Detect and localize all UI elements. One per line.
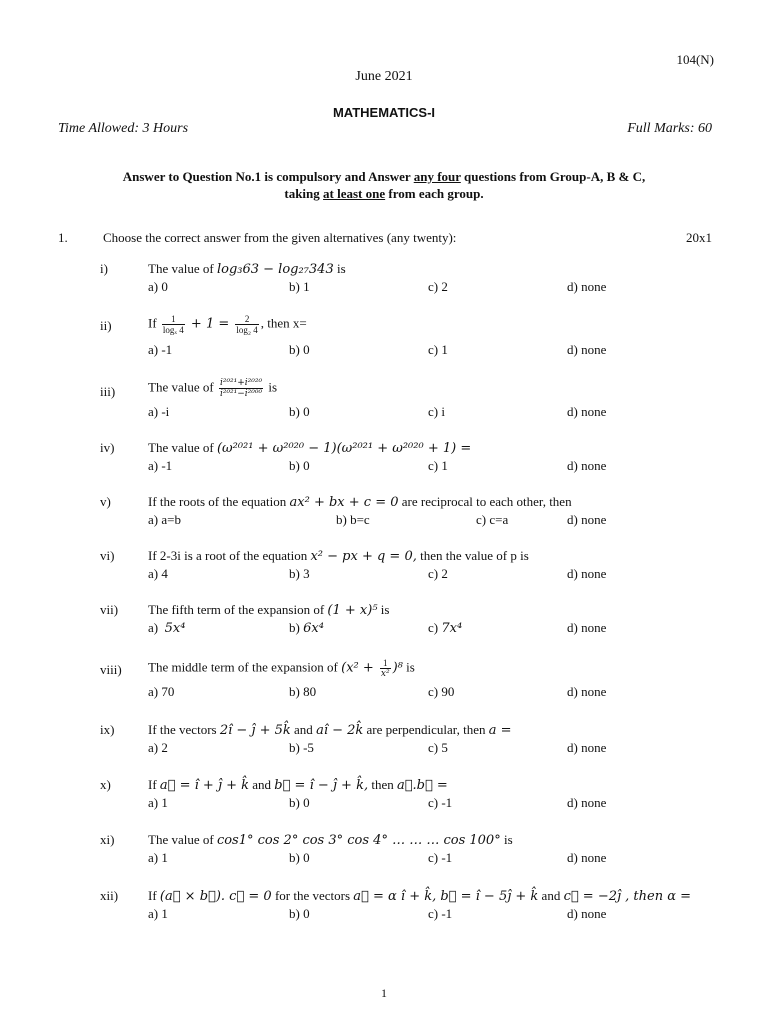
mcq-item-viii [0, 658, 768, 710]
mcq-item-vi [0, 548, 768, 596]
instruction-line-1: Answer to Question No.1 is compulsory and Answer any four questions from Group-A, B & C, [122, 169, 646, 184]
mcq-item-xii [0, 888, 768, 936]
option-b: b) 0 [289, 906, 310, 921]
option-a: a) 1 [148, 850, 168, 865]
mcq-item-ii [0, 314, 768, 366]
item-roman: vii) [100, 602, 119, 617]
mcq-item-xi [0, 832, 768, 880]
option-d: d) none [567, 906, 607, 921]
item-roman: i) [100, 261, 108, 276]
item-roman: iii) [100, 384, 116, 399]
option-d: d) none [567, 458, 607, 473]
mcq-item-x [0, 777, 768, 825]
option-d: d) none [567, 566, 607, 581]
fraction: $\frac{1}{\text{logₓ 4}}$ [162, 314, 184, 335]
option-a: a) a=b [148, 512, 181, 527]
question-number: 1. [58, 230, 68, 245]
option-b: b) 1 [289, 279, 310, 294]
item-roman: ii) [100, 318, 112, 333]
option-b: b) 0 [289, 458, 310, 473]
mcq-item-iii [0, 380, 768, 428]
exam-date: June 2021 [355, 69, 413, 84]
option-b: b) 0 [289, 404, 310, 419]
option-c: c) -1 [428, 906, 453, 921]
paper-code: 104(N) [676, 52, 714, 67]
option-c: c) 2 [428, 279, 448, 294]
option-c: c) c=a [476, 512, 509, 527]
instruction-line-2: taking at least one from each group. [284, 186, 484, 201]
item-roman: viii) [100, 662, 122, 677]
option-a: a) 2 [148, 740, 168, 755]
item-roman: x) [100, 777, 111, 792]
option-b: b) 0 [289, 850, 310, 865]
option-d: d) none [567, 850, 607, 865]
item-roman: v) [100, 494, 111, 509]
item-stem: If the roots of the equation ax² + bx + c = 0 are reciprocal to each other, then [148, 494, 572, 510]
mcq-item-ix [0, 722, 768, 770]
option-c: c) 1 [428, 342, 448, 357]
item-stem: If 2-3i is a root of the equation x² − px + q = 0, then the value of p is [148, 548, 529, 564]
option-b: b) b=c [336, 512, 370, 527]
option-a: a) 1 [148, 795, 168, 810]
item-stem: The value of $\frac{\text{i²⁰²¹+i²⁰²⁰}}{\text{i²⁰²¹−i²⁰⁰⁰}}$ is [148, 378, 278, 399]
option-a: a) 1 [148, 906, 168, 921]
item-roman: vi) [100, 548, 115, 563]
item-roman: xi) [100, 832, 115, 847]
option-d: d) none [567, 512, 607, 527]
option-c: c) -1 [428, 795, 453, 810]
item-stem: The value of (ω²⁰²¹ + ω²⁰²⁰ − 1)(ω²⁰²¹ + ω²⁰²⁰ + 1) = [148, 440, 472, 456]
option-a: a) -1 [148, 458, 173, 473]
option-d: d) none [567, 740, 607, 755]
fraction: $\frac{2}{\text{log₂ 4}}$ [236, 314, 258, 335]
option-b: b) 80 [289, 684, 317, 699]
option-c: c) 1 [428, 458, 448, 473]
option-c: c) i [428, 404, 445, 419]
option-b: b) -5 [289, 740, 314, 755]
option-a: a) 70 [148, 684, 175, 699]
option-a: a) -1 [148, 342, 173, 357]
option-d: d) none [567, 279, 607, 294]
fraction: $\frac{1}{\text{x²}}$ [380, 658, 390, 679]
option-c: c) 5 [428, 740, 448, 755]
option-c: c) 90 [428, 684, 455, 699]
mcq-item-vii [0, 602, 768, 650]
option-a: a) -i [148, 404, 170, 419]
option-c: c) 7x⁴ [428, 620, 463, 636]
time-allowed: Time Allowed: 3 Hours [58, 121, 189, 136]
option-d: d) none [567, 620, 607, 635]
item-stem: If $\frac{1}{\text{logₓ 4}}$ + 1 = $\frac{2}{\text{log₂ 4}}$ , then x= [148, 314, 307, 335]
option-a: a) 5x⁴ [148, 620, 186, 636]
question-marks: 20x1 [686, 230, 712, 245]
item-stem: If a⃗ = î + ĵ + k̂ and b⃗ = î − ĵ + k̂, then a⃗.b⃗ = [148, 777, 448, 793]
item-roman: ix) [100, 722, 115, 737]
instructions [0, 168, 768, 202]
option-d: d) none [567, 404, 607, 419]
option-b: b) 3 [289, 566, 310, 581]
mcq-item-v [0, 494, 768, 542]
page-number: 1 [381, 986, 387, 1000]
item-roman: xii) [100, 888, 119, 903]
mcq-item-i [0, 261, 768, 309]
option-a: a) 4 [148, 566, 168, 581]
item-stem: If the vectors 2î − ĵ + 5k̂ and aî − 2k̂ are perpendicular, then a = [148, 722, 512, 738]
option-c: c) 2 [428, 566, 448, 581]
option-d: d) none [567, 684, 607, 699]
mcq-item-iv [0, 440, 768, 488]
item-stem: The value of log₃63 − log₂₇343 is [148, 261, 346, 277]
option-b: b) 6x⁴ [289, 620, 324, 636]
item-stem: The fifth term of the expansion of (1 + x)⁵ is [148, 602, 390, 618]
item-stem: The middle term of the expansion of (x² + $\frac{1}{\text{x²}}$ )⁸ is [148, 658, 415, 679]
option-a: a) 0 [148, 279, 168, 294]
option-d: d) none [567, 795, 607, 810]
question-text: Choose the correct answer from the given alternatives (any twenty): [103, 230, 457, 245]
subject-title: MATHEMATICS-I [332, 105, 436, 120]
option-b: b) 0 [289, 795, 310, 810]
item-stem: If (a⃗ × b⃗). c⃗ = 0 for the vectors a⃗ = α î + k̂, b⃗ = î − 5ĵ + k̂ and c⃗ = −2ĵ , then α = [148, 888, 692, 904]
item-stem: The value of cos1° cos 2° cos 3° cos 4° … … … cos 100° is [148, 832, 513, 848]
option-c: c) -1 [428, 850, 453, 865]
fraction: $\frac{\text{i²⁰²¹+i²⁰²⁰}}{\text{i²⁰²¹−i²⁰⁰⁰}}$ [219, 378, 263, 399]
full-marks: Full Marks: 60 [627, 121, 712, 136]
option-b: b) 0 [289, 342, 310, 357]
item-roman: iv) [100, 440, 115, 455]
option-d: d) none [567, 342, 607, 357]
